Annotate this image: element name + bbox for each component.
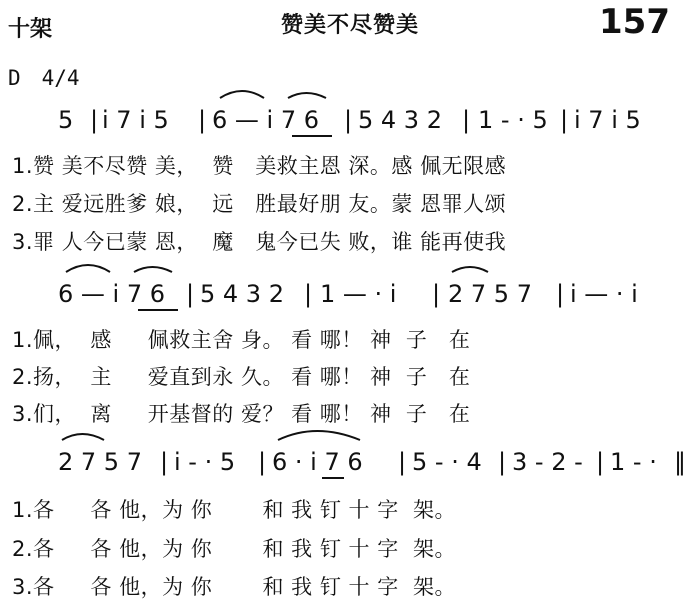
notation-segment: i — · i — [570, 280, 638, 308]
lyric-line: 2.主 爱远胜爹 娘， 远 胜最好朋 友。蒙 恩罪人颂 — [12, 192, 507, 216]
slur-arc — [62, 434, 104, 440]
barline: | — [560, 106, 569, 134]
lyric-line: 3.各 各 他，为 你 和 我 钉 十 字 架。 — [12, 575, 457, 599]
barline: | — [596, 448, 605, 476]
notation-segment: i - · 5 — [174, 448, 236, 476]
notation-segment: 5 4 3 2 — [200, 280, 284, 308]
barline: | — [462, 106, 471, 134]
barline: | — [90, 106, 99, 134]
barline: | — [556, 280, 565, 308]
slur-arc — [288, 93, 326, 98]
barline: | — [198, 106, 207, 134]
notation-line-3 — [58, 431, 686, 478]
tie-arc — [66, 265, 110, 272]
barline: | — [432, 280, 441, 308]
key-signature: D 4/4 — [8, 66, 80, 90]
notation-segment: 5 - · 4 — [412, 448, 482, 476]
notation-line-1 — [58, 91, 641, 136]
notation-segment: 2 7 5 7 — [448, 280, 532, 308]
lyric-line: 2.各 各 他，为 你 和 我 钉 十 字 架。 — [12, 537, 457, 561]
slur-arc — [278, 431, 360, 440]
notation-segment: 5 4 3 2 — [358, 106, 442, 134]
lyric-line: 1.各 各 他，为 你 和 我 钉 十 字 架。 — [12, 498, 457, 522]
category-label: 十架 — [8, 17, 53, 42]
barline: | — [398, 448, 407, 476]
notation-segment: i 7 i 5 — [574, 106, 641, 134]
notation-segment: i 7 i 5 — [102, 106, 169, 134]
barline: | — [258, 448, 267, 476]
tie-arc — [220, 91, 264, 98]
slur-arc — [452, 267, 488, 272]
lyric-line: 3.们， 离 开基督的 爱？ 看 哪！ 神 子 在 — [12, 402, 471, 426]
lyric-line: 1.赞 美不尽赞 美， 赞 美救主恩 深。感 佩无限感 — [12, 154, 507, 178]
hymn-number: 157 — [599, 2, 670, 42]
barline: | — [304, 280, 313, 308]
notation-segment: 6 — i 7 6 — [212, 106, 319, 134]
barline: | — [186, 280, 195, 308]
notation-segment: 2 7 5 7 — [58, 448, 142, 476]
lyric-line: 1.佩， 感 佩救主舍 身。 看 哪！ 神 子 在 — [12, 328, 471, 352]
slur-arc — [134, 267, 172, 272]
notation-segment: 6 — i 7 6 — [58, 280, 165, 308]
hymn-title: 赞美不尽赞美 — [280, 13, 419, 38]
notation-segment: 6 · i 7 6 — [272, 448, 363, 476]
barline: | — [160, 448, 169, 476]
notation-segment: 1 — · i — [320, 280, 397, 308]
lyric-line: 2.扬， 主 爱直到永 久。 看 哪！ 神 子 在 — [12, 365, 471, 389]
final-barline: ‖ — [674, 448, 686, 476]
notation-segment: 5 — [58, 106, 74, 134]
notation-line-2 — [58, 265, 638, 310]
notation-segment: 1 - · 5 — [478, 106, 548, 134]
lyric-line: 3.罪 人今已蒙 恩， 魔 鬼今已失 败，谁 能再使我 — [12, 230, 507, 254]
notation-segment: 3 - 2 - — [512, 448, 583, 476]
barline: | — [498, 448, 507, 476]
barline: | — [344, 106, 353, 134]
notation-segment: 1 - · — [610, 448, 657, 476]
